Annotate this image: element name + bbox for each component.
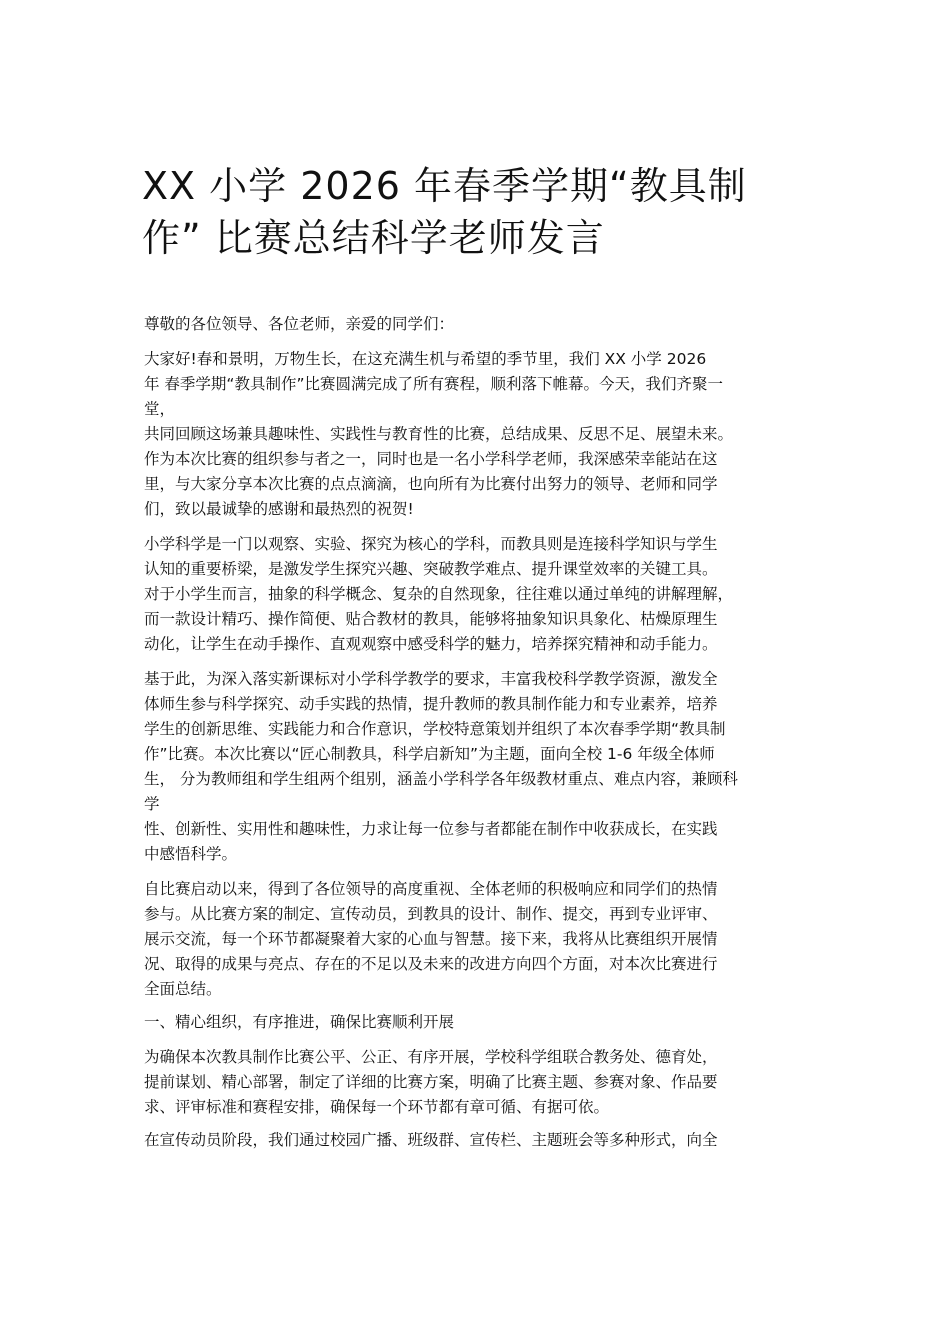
- text-line: 中感悟科学。: [144, 845, 238, 863]
- text-line: 里，与大家分享本次比赛的点点滴滴，也向所有为比赛付出努力的领导、老师和同学: [144, 475, 718, 493]
- text-line: 大家好!春和景明，万物生长，在这充满生机与希望的季节里，我们 XX 小学 2026: [144, 350, 707, 368]
- contest-background-paragraph: [144, 667, 834, 867]
- text-line: 动化，让学生在动手操作、直观观察中感受科学的魅力，培养探究精神和动手能力。: [144, 635, 718, 653]
- text-line: 全面总结。: [144, 980, 222, 998]
- text-line: 小学科学是一门以观察、实验、探究为核心的学科，而教具则是连接科学知识与学生: [144, 535, 718, 553]
- section-heading-1: [144, 1010, 834, 1035]
- publicity-paragraph: [144, 1128, 834, 1153]
- text-line: 自比赛启动以来，得到了各位领导的高度重视、全体老师的积极响应和同学们的热情: [144, 880, 718, 898]
- opening-paragraph: [144, 347, 834, 522]
- text-line: 展示交流，每一个环节都凝聚着大家的心血与智慧。接下来，我将从比赛组织开展情: [144, 930, 718, 948]
- text-line: 们，致以最诚挚的感谢和最热烈的祝贺!: [144, 500, 414, 518]
- text-line: 共同回顾这场兼具趣味性、实践性与教育性的比赛，总结成果、反思不足、展望未来。: [144, 425, 734, 443]
- overview-paragraph: [144, 877, 834, 1002]
- text-line: 提前谋划、精心部署，制定了详细的比赛方案，明确了比赛主题、参赛对象、作品要: [144, 1073, 718, 1091]
- text-line: 为确保本次教具制作比赛公平、公正、有序开展，学校科学组联合教务处、德育处，: [144, 1048, 718, 1066]
- text-line: 基于此，为深入落实新课标对小学科学教学的要求，丰富我校科学教学资源，激发全: [144, 670, 718, 688]
- text-line: 作”比赛。本次比赛以“匠心制教具，科学启新知”为主题，面向全校 1-6 年级全体师: [144, 745, 715, 763]
- text-line: 生， 分为教师组和学生组两个组别，涵盖小学科学各年级教材重点、难点内容，兼顾科: [144, 770, 738, 788]
- text-line: 作为本次比赛的组织参与者之一，同时也是一名小学科学老师，我深感荣幸能站在这: [144, 450, 718, 468]
- text-line: 对于小学生而言，抽象的科学概念、复杂的自然现象，往往难以通过单纯的讲解理解，: [144, 585, 734, 603]
- text-line: 在宣传动员阶段，我们通过校园广播、班级群、宣传栏、主题班会等多种形式，向全: [144, 1131, 718, 1149]
- document-body: [144, 312, 834, 1153]
- text-line: 体师生参与科学探究、动手实践的热情，提升教师的教具制作能力和专业素养，培养: [144, 695, 718, 713]
- text-line: 一、精心组织，有序推进，确保比赛顺利开展: [144, 1013, 455, 1031]
- science-intro-paragraph: [144, 532, 834, 657]
- text-line: 而一款设计精巧、操作简便、贴合教材的教具，能够将抽象知识具象化、枯燥原理生: [144, 610, 718, 628]
- title-line: XX 小学 2026 年春季学期“教具制: [142, 164, 747, 208]
- text-line: 学: [144, 795, 160, 813]
- text-line: 性、创新性、实用性和趣味性，力求让每一位参与者都能在制作中收获成长，在实践: [144, 820, 718, 838]
- text-line: 参与。从比赛方案的制定、宣传动员，到教具的设计、制作、提交，再到专业评审、: [144, 905, 718, 923]
- text-line: 求、评审标准和赛程安排，确保每一个环节都有章可循、有据可依。: [144, 1098, 610, 1116]
- text-line: 认知的重要桥梁，是激发学生探究兴趣、突破教学难点、提升课堂效率的关键工具。: [144, 560, 718, 578]
- text-line: 况、取得的成果与亮点、存在的不足以及未来的改进方向四个方面，对本次比赛进行: [144, 955, 718, 973]
- title-line: 作” 比赛总结科学老师发言: [142, 216, 605, 260]
- text-line: 尊敬的各位领导、各位老师，亲爱的同学们：: [144, 315, 455, 333]
- document-title: [142, 160, 842, 264]
- text-line: 堂，: [144, 400, 176, 418]
- text-line: 学生的创新思维、实践能力和合作意识，学校特意策划并组织了本次春季学期“教具制: [144, 720, 726, 738]
- greeting-paragraph: [144, 312, 834, 337]
- text-line: 年 春季学期“教具制作”比赛圆满完成了所有赛程，顺利落下帷幕。今天，我们齐聚一: [144, 375, 723, 393]
- organization-paragraph: [144, 1045, 834, 1120]
